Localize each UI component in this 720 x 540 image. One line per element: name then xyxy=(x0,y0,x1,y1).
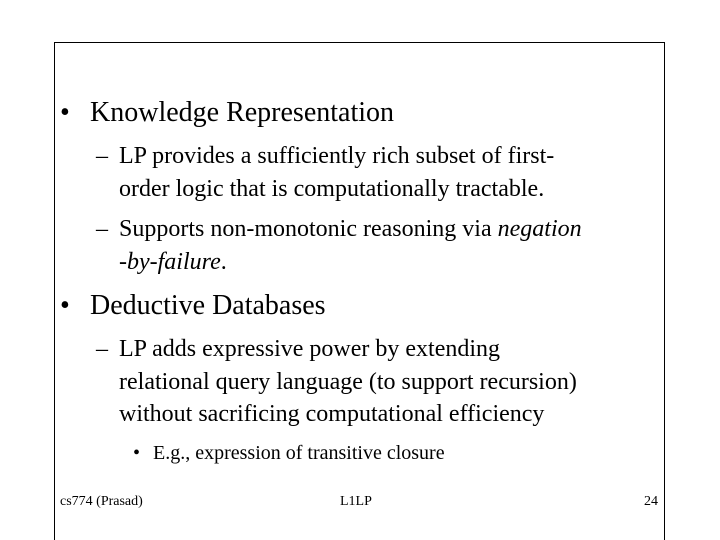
italic-term: -by-failure xyxy=(119,248,221,275)
list-item-line: Supports non-monotonic reasoning via negation xyxy=(119,216,582,242)
bullet-icon: • xyxy=(60,290,70,321)
dash-bullet: – xyxy=(96,216,108,242)
bullet-icon: • xyxy=(133,442,141,464)
section-heading-text: Deductive Databases xyxy=(90,290,326,321)
dash-bullet: – xyxy=(96,143,108,169)
list-item-line: relational query language (to support recursion) xyxy=(119,368,577,395)
sub-list-item-text: E.g., expression of transitive closure xyxy=(153,442,445,464)
list-item-line: LP provides a sufficiently rich subset of first- xyxy=(119,143,555,169)
list-item-line: without sacrificing computational efficiency xyxy=(119,401,545,427)
footer-author: cs774 (Prasad) xyxy=(60,494,143,509)
footer-page-number: 24 xyxy=(644,494,658,509)
italic-term: negation xyxy=(497,216,582,242)
footer-lecture-id: L1LP xyxy=(340,494,372,509)
section-heading-text: Knowledge Representation xyxy=(90,97,395,128)
list-item-line: order logic that is computationally tractable. xyxy=(119,175,545,202)
dash-bullet: – xyxy=(96,336,108,362)
bullet-icon: • xyxy=(60,97,70,128)
list-item-line: -by-failure. xyxy=(119,248,227,275)
list-item-line: LP adds expressive power by extending xyxy=(119,336,501,362)
